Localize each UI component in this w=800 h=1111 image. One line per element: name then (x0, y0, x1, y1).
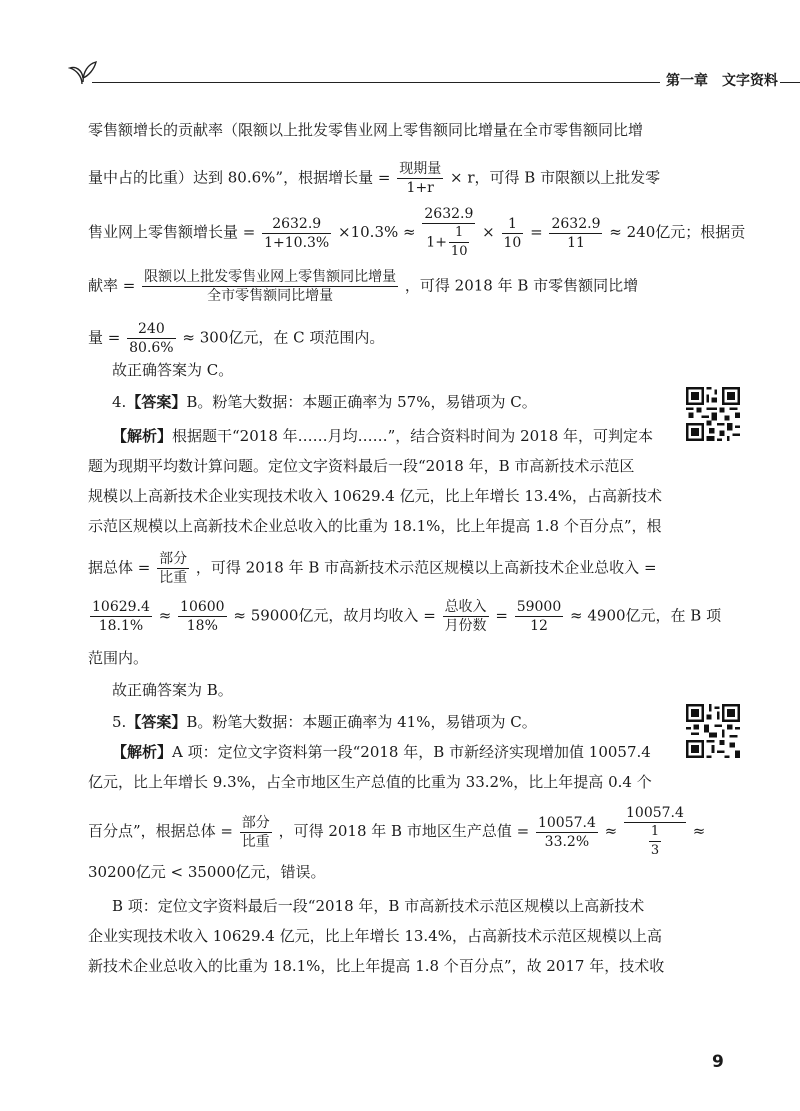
text-line-5-b: ≈ 300亿元，在 C 项范围内。 (182, 328, 385, 347)
text-segment: ≈ 4900亿元，在 B 项 (570, 606, 722, 625)
analysis-4-line-3: 规模以上高新技术企业实现技术收入 10629.4 亿元，比上年增长 13.4%，占高新技术 (88, 487, 662, 505)
fraction-numerator: 2632.9 (424, 206, 474, 222)
page-number: 9 (712, 1052, 724, 1072)
growth-formula-fraction (397, 160, 443, 197)
answer-text: B。粉笔大数据：本题正确率为 41%，易错项为 C。 (186, 713, 537, 731)
answer-tag: 【答案】 (126, 713, 187, 731)
total-formula-fraction (157, 550, 189, 587)
option-b-line-2: 企业实现技术收入 10629.4 亿元，比上年增长 13.4%，占高新技术示范区规模以上高 (88, 927, 662, 945)
text-segment: ≈ (604, 822, 618, 840)
option-b-line-3: 新技术企业总收入的比重为 18.1%，比上年提高 1.8 个百分点”，故 2017 年，技术收 (88, 957, 665, 975)
fraction-numerator: 1 (502, 215, 524, 234)
analysis-4-line-4: 示范区规模以上高新技术企业总收入的比重为 18.1%，比上年提高 1.8 个百分点”，根 (88, 517, 662, 535)
option-b-line-1: B 项：定位文字资料最后一段“2018 年，B 市高新技术示范区规模以上高新技术 (112, 897, 645, 915)
text-segment: 据总体 = (88, 558, 151, 577)
answer-text: B。粉笔大数据：本题正确率为 57%，易错项为 C。 (186, 393, 537, 411)
analysis-4-line-1 (112, 426, 653, 446)
running-header (68, 58, 778, 92)
fraction-numerator: 现期量 (399, 161, 442, 177)
text-line-5-a: 量 = (88, 328, 121, 347)
text-segment: ≈ 59000亿元，故月均收入 = (233, 606, 436, 625)
calc-fraction-1 (262, 215, 331, 252)
text-segment: = (495, 606, 508, 625)
qr-code-icon[interactable] (686, 387, 740, 441)
text-segment: ≈ (692, 822, 706, 840)
analysis-4-line-6 (88, 598, 721, 635)
fraction-denominator: 比重 (241, 833, 270, 850)
text-line-4-b: ，可得 2018 年 B 市零售额同比增 (404, 276, 639, 295)
fraction-numerator: 10057.4 (537, 814, 596, 831)
fraction-numerator: 240 (127, 320, 175, 339)
nested-fraction (449, 224, 470, 261)
analysis-5-line-1 (112, 742, 651, 762)
question-number: 4. (112, 393, 127, 411)
fraction-numerator: 部分 (159, 551, 188, 567)
calc-fraction-3 (502, 215, 524, 252)
calc-fraction (515, 598, 564, 635)
answer-conclusion-3: 故正确答案为 C。 (112, 361, 234, 379)
calc-fraction (536, 814, 598, 851)
analysis-4-line-2: 题为现期平均数计算问题。定位文字资料最后一段“2018 年，B 市高新技术示范区 (88, 457, 635, 475)
fraction-numerator: 59000 (516, 599, 562, 615)
analysis-text: A 项：定位文字资料第一段“2018 年，B 市新经济实现增加值 10057.4 (172, 743, 651, 761)
fraction-denominator: 1+r (406, 180, 434, 196)
fraction-denominator (422, 224, 475, 261)
nested-fraction (649, 823, 661, 860)
text-line-3-mid1: ×10.3% ≈ (338, 223, 416, 241)
analysis-5-line-3 (88, 804, 705, 860)
text-line-3-mid2: × (482, 223, 495, 241)
fraction-numerator: 10629.4 (92, 599, 150, 615)
fraction-denominator: 全市零售额同比增量 (207, 288, 334, 304)
text-line-3-a: 售业网上零售额增长量 = (88, 223, 256, 241)
analysis-tag: 【解析】 (112, 427, 173, 445)
fraction-denominator: 80.6% (129, 340, 174, 356)
fraction-denominator: 33.2% (544, 833, 590, 850)
fraction-numerator: 限额以上批发零售业网上零售额同比增量 (144, 269, 397, 285)
text-line-3 (88, 205, 745, 261)
header-rule-left (92, 82, 660, 83)
calc-fraction (178, 598, 227, 635)
text-segment: ，可得 2018 年 B 市地区生产总值 = (278, 822, 530, 840)
fraction-denominator (624, 823, 686, 860)
fraction-denominator: 12 (530, 618, 548, 634)
fraction-numerator: 10600 (180, 599, 225, 615)
question-4-answer (112, 392, 537, 412)
fraction-denominator: 18% (186, 618, 218, 634)
total-formula-fraction (240, 814, 272, 851)
fraction-denominator: 月份数 (444, 618, 487, 634)
qr-code-icon[interactable] (686, 704, 740, 758)
fraction-denominator: 比重 (159, 570, 188, 586)
chapter-title: 第一章 文字资料 (666, 73, 778, 89)
question-5-answer (112, 712, 537, 732)
fraction-denominator: 10 (450, 244, 468, 259)
text-line-2-a: 量中占的比重）达到 80.6%”，根据增长量 = (88, 168, 391, 187)
analysis-5-line-4: 30200亿元 < 35000亿元，错误。 (88, 863, 326, 881)
monthly-average-fraction (443, 598, 489, 635)
analysis-4-line-7: 范围内。 (88, 649, 149, 667)
text-line-3-b: ≈ 240亿元；根据贡 (609, 223, 746, 241)
fraction-numerator: 2632.9 (262, 215, 331, 234)
text-line-1: 零售额增长的贡献率（限额以上批发零售业网上零售额同比增量在全市零售额同比增 (88, 121, 644, 139)
contribution-formula-fraction (142, 268, 398, 305)
calc-fraction (624, 804, 686, 860)
text-line-4-a: 献率 = (88, 276, 136, 295)
analysis-5-line-2: 亿元，比上年增长 9.3%，占全市地区生产总值的比重为 33.2%，比上年提高 0.4 个 (88, 773, 652, 791)
fraction-denominator: 11 (567, 234, 585, 251)
fraction-numerator: 2632.9 (551, 215, 601, 232)
fraction-denominator: 1+10.3% (264, 234, 330, 251)
text-line-3-mid3: = (530, 223, 543, 241)
answer-conclusion-4: 故正确答案为 B。 (112, 681, 233, 699)
analysis-tag: 【解析】 (112, 743, 173, 761)
result-fraction (127, 320, 175, 357)
text-segment: ，可得 2018 年 B 市高新技术示范区规模以上高新技术企业总收入 = (195, 558, 657, 577)
calc-fraction (90, 598, 152, 635)
analysis-4-line-5 (88, 550, 657, 587)
fraction-denominator: 3 (650, 843, 660, 858)
calc-fraction-4 (549, 215, 602, 252)
text-line-5 (88, 320, 384, 357)
fraction-numerator: 10057.4 (626, 805, 684, 821)
fraction-numerator: 总收入 (444, 599, 487, 615)
fraction-denominator: 10 (503, 234, 522, 251)
header-rule-right (780, 82, 800, 83)
analysis-text: 根据题干“2018 年……月均……”，结合资料时间为 2018 年，可判定本 (172, 427, 654, 445)
question-number: 5. (112, 713, 127, 731)
denominator-prefix: 1+ (426, 234, 447, 251)
text-segment: ≈ (158, 606, 172, 625)
calc-fraction-2 (422, 205, 475, 261)
text-segment: 百分点”，根据总体 = (88, 822, 234, 840)
fraction-numerator: 部分 (241, 814, 270, 831)
fraction-numerator: 1 (449, 224, 470, 243)
text-line-4 (88, 268, 638, 305)
fraction-numerator: 1 (649, 823, 661, 842)
answer-tag: 【答案】 (126, 393, 187, 411)
text-line-2-b: × r，可得 B 市限额以上批发零 (450, 168, 661, 187)
fraction-denominator: 18.1% (98, 618, 144, 634)
text-line-2 (88, 160, 660, 197)
